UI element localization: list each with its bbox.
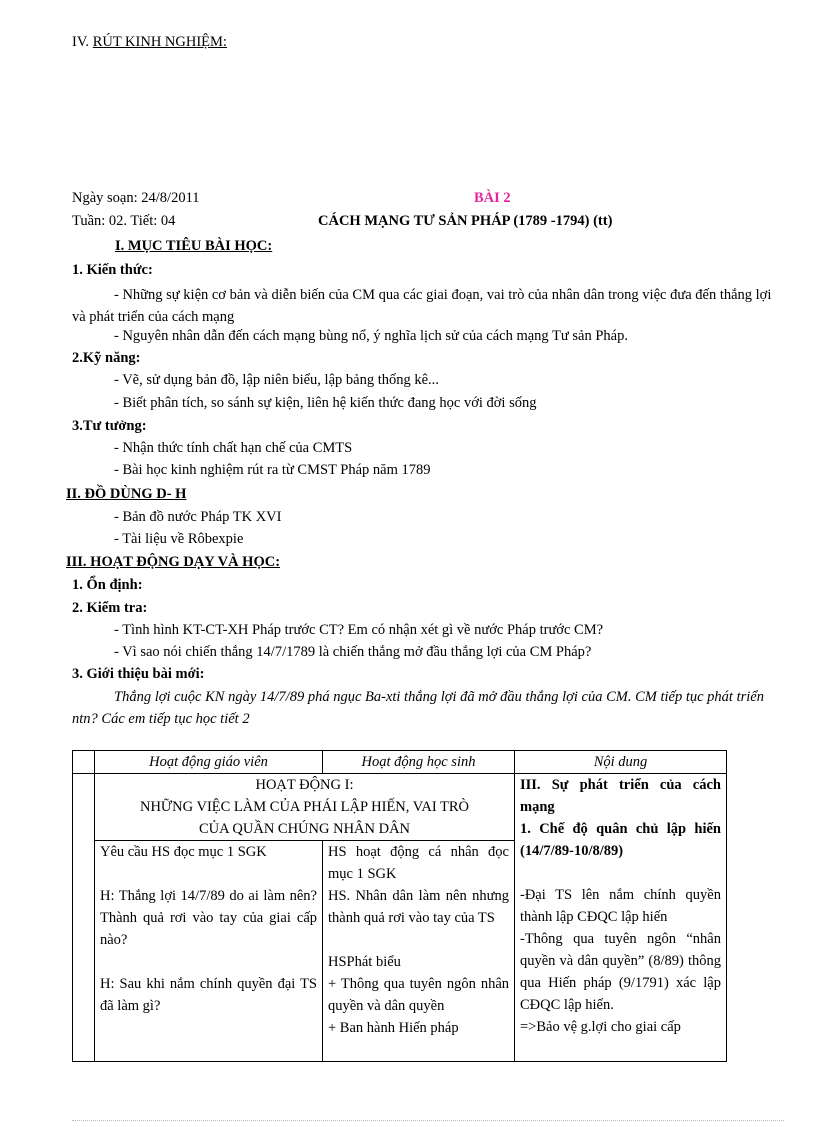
equipment-item-1: - Bản đồ nước Pháp TK XVI xyxy=(114,509,282,525)
teacher-cell xyxy=(95,841,323,1062)
check-item-2: - Vì sao nói chiến thắng 14/7/1789 là chiến thắng mở đầu thắng lợi của CM Pháp? xyxy=(114,644,592,660)
activity-title-line-3: CỦA QUẦN CHÚNG NHÂN DÂN xyxy=(198,821,411,837)
content-cell xyxy=(515,774,727,1062)
student-item-1: HS hoạt động cá nhân đọc mục 1 SGK xyxy=(328,844,509,882)
page-bottom-divider xyxy=(72,1120,784,1121)
header-teacher: Hoạt động giáo viên xyxy=(95,751,323,774)
section-i-heading: I. MỤC TIÊU BÀI HỌC: xyxy=(115,238,273,254)
intro-text: Thắng lợi cuộc KN ngày 14/7/89 phá ngục Ba-xti thắng lợi đã mở đầu thắng lợi của CM. CM tiếp tục phát triển ntn? Các em tiếp tục học tiết 2 xyxy=(72,689,764,727)
date-prepared: Ngày soạn: 24/8/2011 xyxy=(72,190,200,206)
attitude-item-1: - Nhận thức tính chất hạn chế của CMTS xyxy=(114,440,353,456)
gutter-cell xyxy=(73,751,95,774)
equipment-item-2: - Tài liệu về Rôbexpie xyxy=(114,531,244,547)
section-iv-title: RÚT KINH NGHIỆM: xyxy=(92,34,227,50)
skills-heading: 2.Kỹ năng: xyxy=(72,350,141,366)
attitude-heading: 3.Tư tưởng: xyxy=(72,418,147,434)
header-content: Nội dung xyxy=(515,751,727,774)
intro-heading: 3. Giới thiệu bài mới: xyxy=(72,666,205,682)
lesson-title: CÁCH MẠNG TƯ SẢN PHÁP (1789 -1794) (tt) xyxy=(318,213,613,229)
student-item-4: + Thông qua tuyên ngôn nhân quyền và dân quyền xyxy=(328,976,509,1014)
content-subheading: 1. Chế độ quân chủ lập hiến (14/7/89-10/8/89) xyxy=(520,821,721,859)
content-item-1: -Đại TS lên nắm chính quyền thành lập CĐQC lập hiến xyxy=(520,887,721,925)
gutter-cell xyxy=(73,774,95,1062)
teacher-item-1: Yêu cầu HS đọc mục 1 SGK xyxy=(100,844,267,860)
activity-title-cell xyxy=(95,774,515,841)
table-activity-row xyxy=(73,774,727,841)
lesson-activity-table xyxy=(72,750,727,1062)
activity-title-line-1: HOẠT ĐỘNG I: xyxy=(255,777,354,793)
teacher-item-3: H: Sau khi nắm chính quyền đại TS đã làm gì? xyxy=(100,976,317,1014)
check-item-1: - Tình hình KT-CT-XH Pháp trước CT? Em có nhận xét gì về nước Pháp trước CM? xyxy=(114,622,604,638)
lesson-number: BÀI 2 xyxy=(474,190,511,206)
content-item-2: -Thông qua tuyên ngôn “nhân quyền và dân quyền” (8/89) thông qua Hiến pháp (9/1791) xác lập CĐQC lập hiến. xyxy=(520,931,721,1013)
section-ii-heading: II. ĐỒ DÙNG D- H xyxy=(66,486,187,502)
section-iv-number: IV. xyxy=(72,34,90,50)
table-header-row xyxy=(73,751,727,774)
student-item-2: HS. Nhân dân làm nên nhưng thành quả rơi vào tay của TS xyxy=(328,888,509,926)
knowledge-item-2: - Nguyên nhân dẫn đến cách mạng bùng nổ, ý nghĩa lịch sử của cách mạng Tư sản Pháp. xyxy=(114,328,628,344)
content-item-3: =>Bảo vệ g.lợi cho giai cấp xyxy=(520,1019,681,1035)
stabilize-heading: 1. Ổn định: xyxy=(72,577,143,593)
knowledge-item-1: - Những sự kiện cơ bản và diễn biến của CM qua các giai đoạn, vai trò của nhân dân trong việc đưa đến thắng lợi và phát triển của cách mạng xyxy=(72,287,772,325)
content-heading: III. Sự phát triển của cách mạng xyxy=(520,777,721,815)
check-heading: 2. Kiểm tra: xyxy=(72,600,148,616)
knowledge-heading: 1. Kiến thức: xyxy=(72,262,153,278)
section-iv-heading xyxy=(72,34,227,51)
skills-item-1: - Vẽ, sử dụng bản đồ, lập niên biểu, lập bảng thống kê... xyxy=(114,372,439,388)
teacher-item-2: H: Thắng lợi 14/7/89 do ai làm nên? Thành quả rơi vào tay của giai cấp nào? xyxy=(100,888,317,948)
skills-item-2: - Biết phân tích, so sánh sự kiện, liên hệ kiến thức đang học với đời sống xyxy=(114,395,537,411)
student-item-3: HSPhát biểu xyxy=(328,954,401,970)
section-iii-heading: III. HOẠT ĐỘNG DẠY VÀ HỌC: xyxy=(66,554,281,570)
activity-title-line-2: NHỮNG VIỆC LÀM CỦA PHÁI LẬP HIẾN, VAI TRÒ xyxy=(139,799,470,815)
header-student: Hoạt động học sinh xyxy=(323,751,515,774)
student-cell xyxy=(323,841,515,1062)
student-item-5: + Ban hành Hiến pháp xyxy=(328,1020,459,1036)
week-period: Tuần: 02. Tiết: 04 xyxy=(72,213,176,229)
attitude-item-2: - Bài học kinh nghiệm rút ra từ CMST Pháp năm 1789 xyxy=(114,462,431,478)
